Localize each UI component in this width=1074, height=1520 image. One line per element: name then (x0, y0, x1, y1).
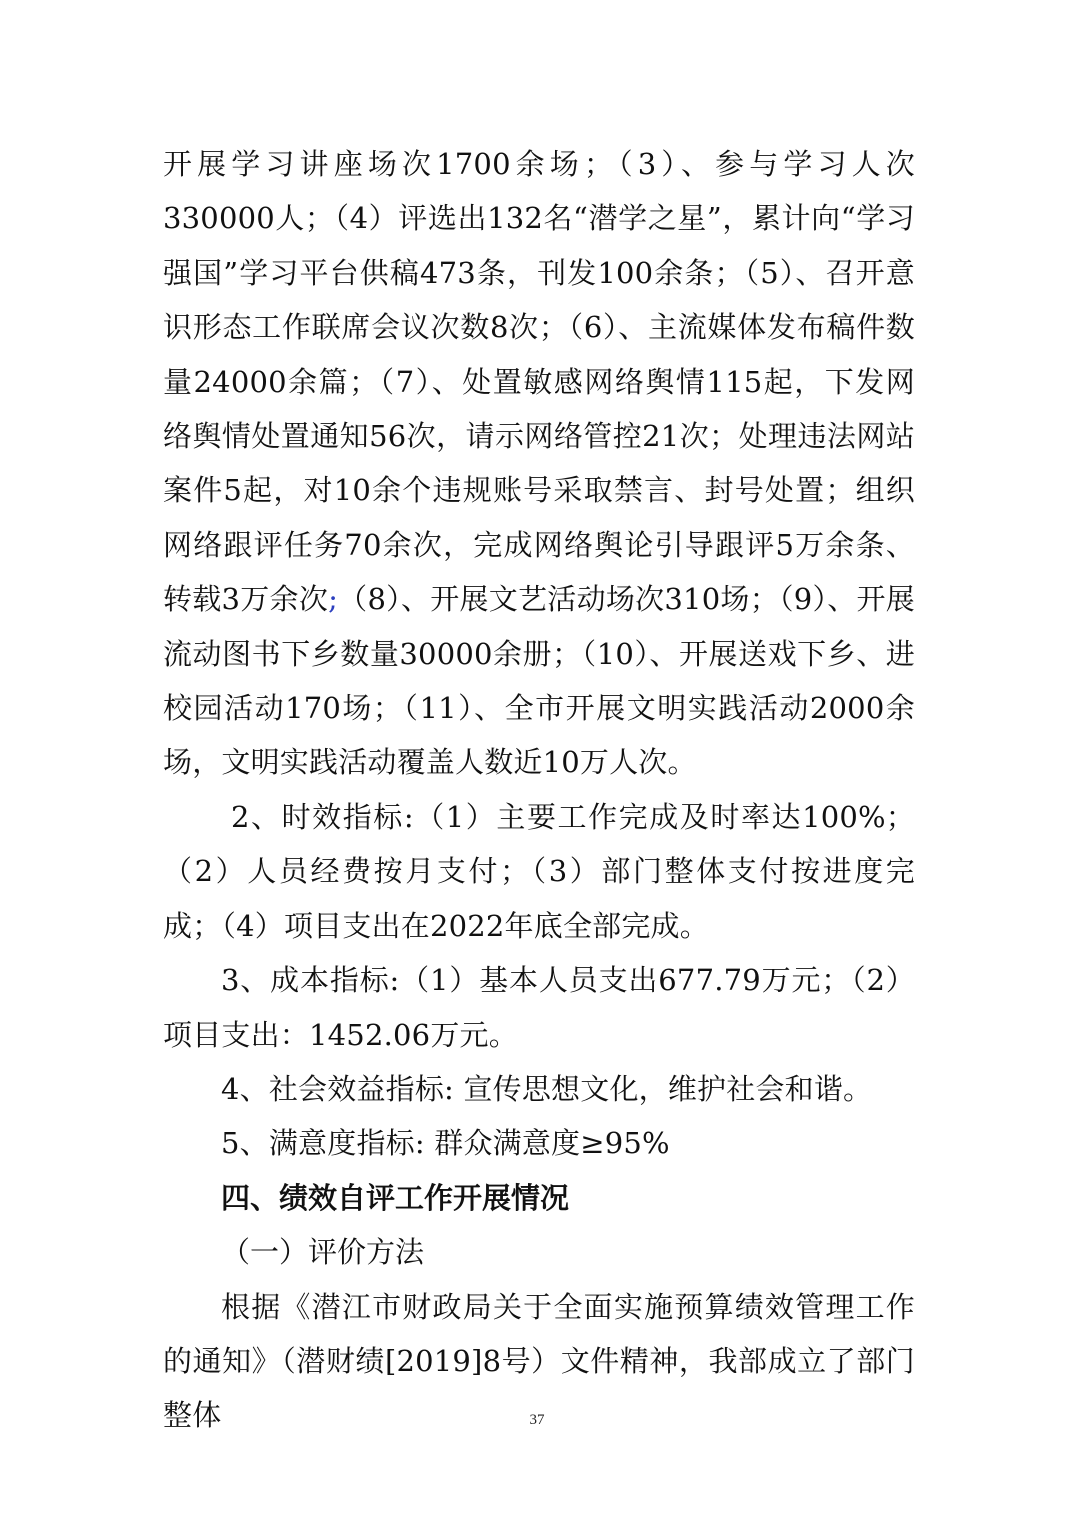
paragraph-satisfaction-indicators: 5、满意度指标: 群众满意度≥95% (221, 1126, 670, 1161)
paragraph-timeliness-indicators: 2、时效指标:（1）主要工作完成及时率达100%；（2）人员经费按月支付；（3）部门整体支付按进度完成；（4）项目支出在2022年底全部完成。 (163, 799, 915, 943)
paragraph-text: 开展学习讲座场次1700余场；（3）、参与学习人次330000人；（4）评选出132名“潜学之星”，累计向“学习强国”学习平台供稿473条，刊发100余条；（5）、召开意识形态工作联席会议次数8次；（6）、主流媒体发布稿件数量24000余篇；（7）、处置敏感网络舆情115起，下发网络舆情处置通知56次，请示网络管控21次；处理违法网站案件5起，对10余个违规账号采取禁言、封号处置；组织网络跟评任务70余次，完成网络舆论引导跟评5万余条、转载3万余次 (163, 147, 915, 617)
page-content (163, 137, 915, 1443)
paragraph-text: （8）、开展文艺活动场次310场；（9）、开展流动图书下乡数量30000余册；（10）、开展送戏下乡、进校园活动170场；（11）、全市开展文明实践活动2000余场，文明实践活动覆盖人数近10万人次。 (163, 582, 916, 780)
highlighted-semicolon: ; (328, 582, 339, 617)
section-heading: 四、绩效自评工作开展情况 (221, 1180, 570, 1215)
subsection-heading: （一）评价方法 (221, 1235, 425, 1270)
paragraph-evaluation-method: 根据《潜江市财政局关于全面实施预算绩效管理工作的通知》（潜财绩[2019]8号）文件精神，我部成立了部门整体 (163, 1289, 915, 1433)
paragraph-cost-indicators: 3、成本指标:（1）基本人员支出677.79万元；（2）项目支出：1452.06万元。 (163, 963, 915, 1052)
page-number: 37 (529, 1412, 545, 1428)
paragraph-output-indicators (163, 137, 915, 790)
paragraph-social-benefit-indicators: 4、社会效益指标: 宣传思想文化，维护社会和谐。 (221, 1071, 873, 1106)
